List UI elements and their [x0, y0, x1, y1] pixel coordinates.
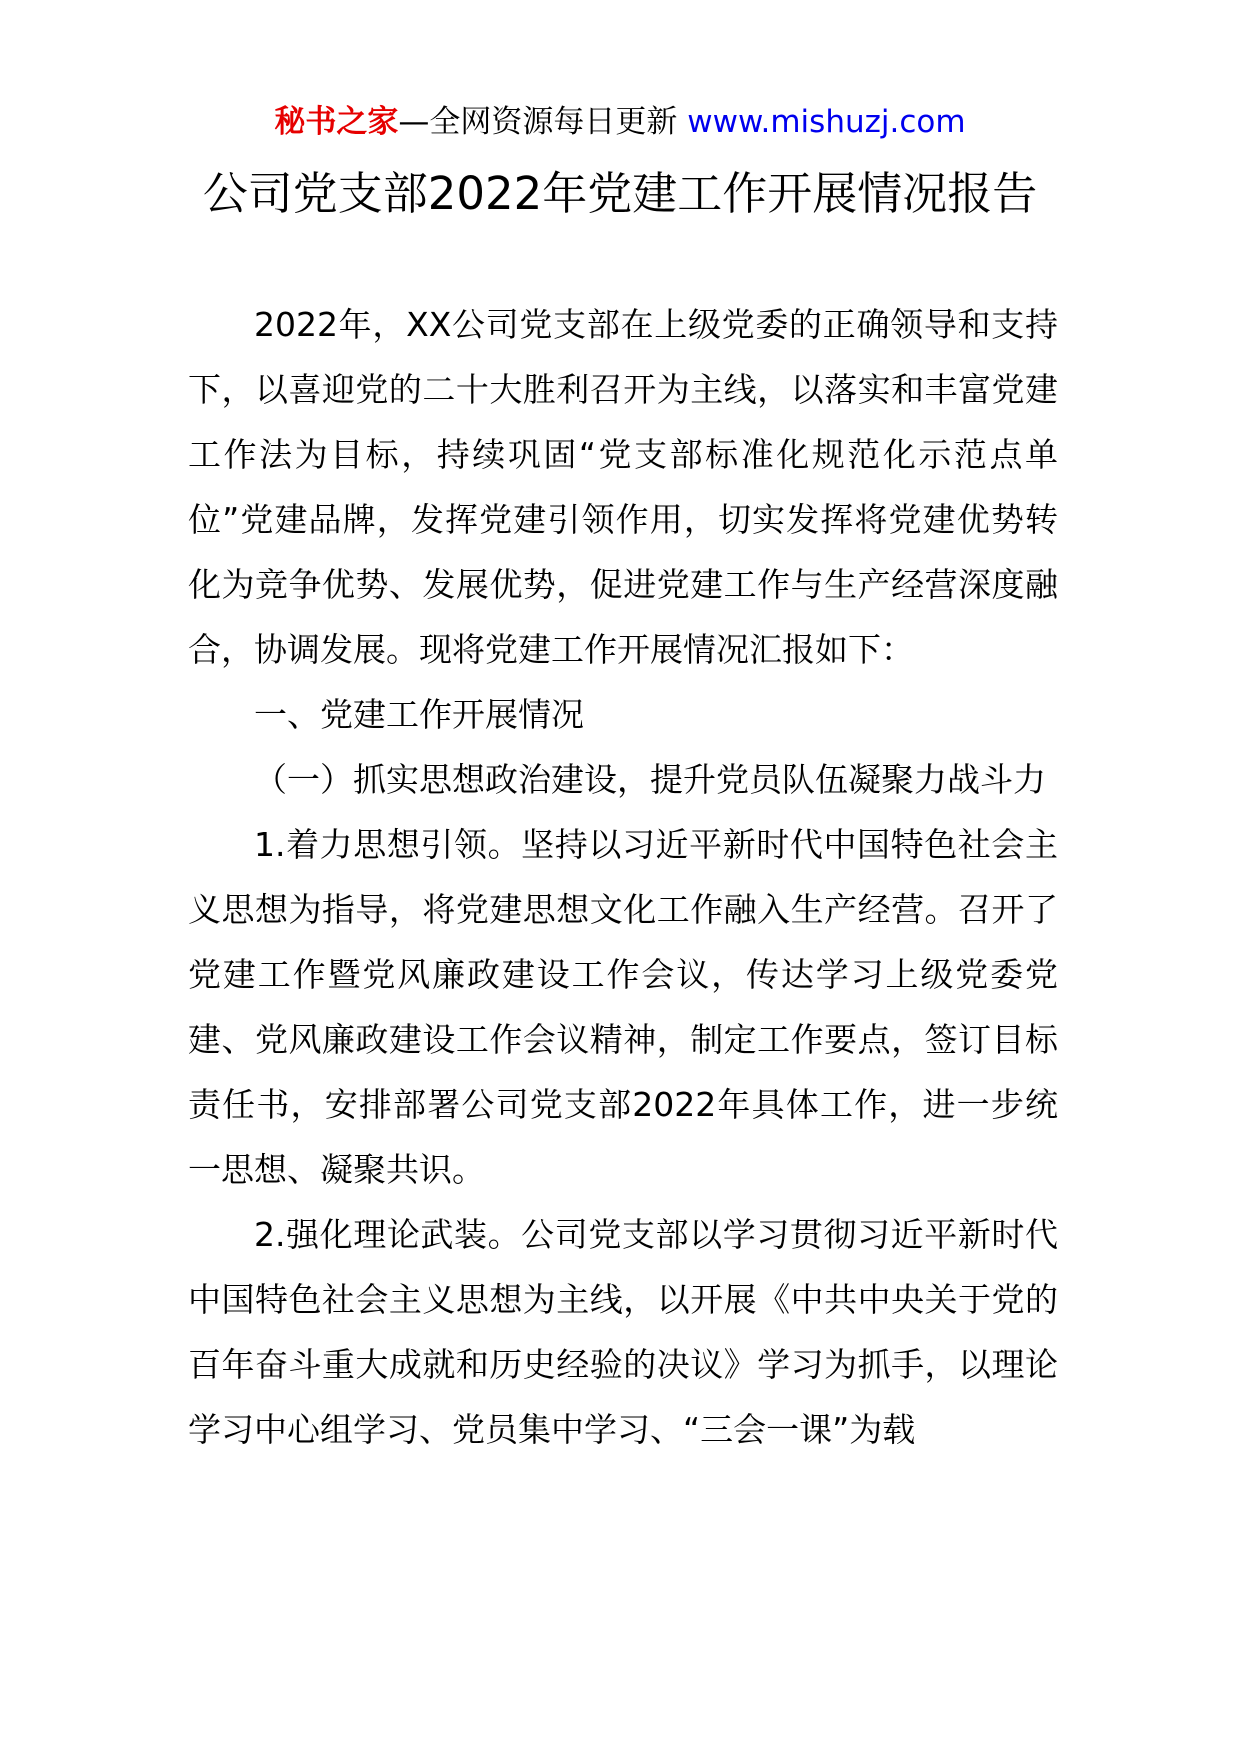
site-banner — [0, 100, 1240, 144]
body-paragraph: 1.着力思想引领。坚持以习近平新时代中国特色社会主义思想为指导，将党建思想文化工作融入生产经营。召开了党建工作暨党风廉政建设工作会议，传达学习上级党委党建、党风廉政建设工作会议精神，制定工作要点，签订目标责任书，安排部署公司党支部2022年具体工作，进一步统一思想、凝聚共识。 — [188, 825, 1058, 1189]
body-paragraph: 2.强化理论武装。公司党支部以学习贯彻习近平新时代中国特色社会主义思想为主线，以开展《中共中央关于党的百年奋斗重大成就和历史经验的决议》学习为抓手，以理论学习中心组学习、党员集中学习、“三会一课”为载 — [188, 1215, 1058, 1449]
section-heading: 一、党建工作开展情况 — [254, 695, 584, 734]
brand-name: 秘书之家 — [274, 104, 399, 140]
intro-paragraph: 2022年，XX公司党支部在上级党委的正确领导和支持下，以喜迎党的二十大胜利召开为主线，以落实和丰富党建工作法为目标，持续巩固“党支部标准化规范化示范点单位”党建品牌，发挥党建引领作用，切实发挥将党建优势转化为竞争优势、发展优势，促进党建工作与生产经营深度融合，协调发展。现将党建工作开展情况汇报如下： — [188, 305, 1058, 669]
banner-tagline: —全网资源每日更新 — [398, 104, 688, 140]
document-title: 公司党支部2022年党建工作开展情况报告 — [202, 167, 1038, 220]
website-link[interactable]: www.mishuzj.com — [687, 104, 966, 140]
subsection-heading: （一）抓实思想政治建设，提升党员队伍凝聚力战斗力 — [254, 760, 1046, 799]
document-body — [188, 292, 1058, 1462]
